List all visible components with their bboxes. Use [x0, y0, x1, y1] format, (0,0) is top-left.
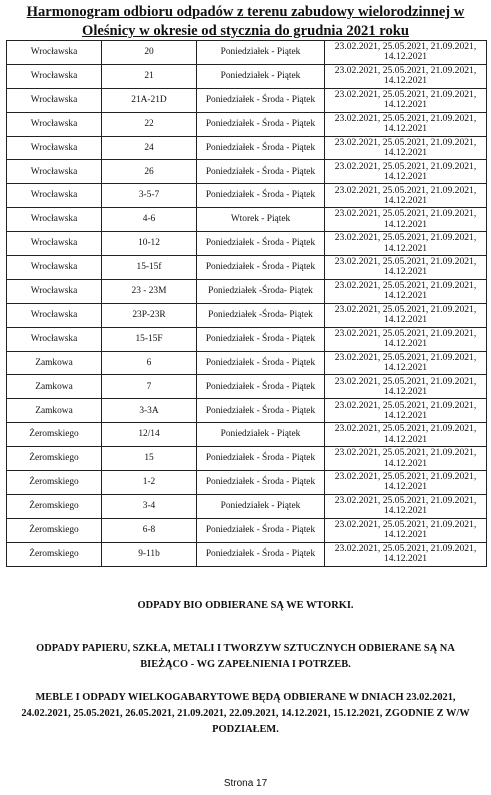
dates-line-2: 14.12.2021 [383, 170, 428, 182]
dates-line-2: 14.12.2021 [383, 290, 428, 302]
dates-line-2: 14.12.2021 [383, 75, 428, 87]
table-row [7, 327, 487, 351]
dates-line-2: 14.12.2021 [383, 385, 428, 397]
collection-days-cell: Poniedziałek - Środa - Piątek [197, 542, 325, 566]
dates-line-2: 14.12.2021 [383, 99, 428, 111]
building-number-cell: 21 [102, 64, 197, 88]
bulky-waste-note [10, 690, 481, 738]
building-number-cell: 3-3A [102, 399, 197, 423]
dates-line-1: 23.02.2021, 25.05.2021, 21.09.2021, [334, 327, 477, 339]
collection-days-cell: Poniedziałek - Piątek [197, 41, 325, 65]
street-cell: Wrocławska [7, 64, 102, 88]
dates-line-1: 23.02.2021, 25.05.2021, 21.09.2021, [334, 471, 477, 483]
collection-days-cell: Poniedziałek - Środa - Piątek [197, 88, 325, 112]
dates-line-1: 23.02.2021, 25.05.2021, 21.09.2021, [334, 375, 477, 387]
street-cell: Wrocławska [7, 184, 102, 208]
building-number-cell: 21A-21D [102, 88, 197, 112]
building-number-cell: 15-15f [102, 256, 197, 280]
dates-line-2: 14.12.2021 [383, 266, 428, 278]
street-cell: Zamkowa [7, 399, 102, 423]
street-cell: Żeromskiego [7, 494, 102, 518]
dates-line-1: 23.02.2021, 25.05.2021, 21.09.2021, [334, 399, 477, 411]
bulky-dates-cell [325, 41, 487, 65]
street-cell: Wrocławska [7, 41, 102, 65]
table-row [7, 471, 487, 495]
dates-line-2: 14.12.2021 [383, 51, 428, 63]
bulky-dates-cell [325, 184, 487, 208]
bulky-dates-cell [325, 303, 487, 327]
bulky-dates-cell [325, 256, 487, 280]
dates-line-2: 14.12.2021 [383, 123, 428, 135]
dates-line-2: 14.12.2021 [383, 147, 428, 158]
building-number-cell: 20 [102, 41, 197, 65]
building-number-cell: 6 [102, 351, 197, 375]
dates-line-1: 23.02.2021, 25.05.2021, 21.09.2021, [334, 256, 477, 268]
table-row [7, 160, 487, 184]
collection-days-cell: Poniedziałek - Środa - Piątek [197, 447, 325, 471]
collection-days-cell: Poniedziałek - Piątek [197, 494, 325, 518]
dates-line-1: 23.02.2021, 25.05.2021, 21.09.2021, [334, 423, 477, 435]
street-cell: Żeromskiego [7, 518, 102, 542]
street-cell: Wrocławska [7, 279, 102, 303]
table-row [7, 256, 487, 280]
bulky-dates-cell [325, 208, 487, 232]
table-row [7, 41, 487, 65]
dates-line-2: 14.12.2021 [383, 457, 428, 469]
building-number-cell: 23P-23R [102, 303, 197, 327]
dates-line-2: 14.12.2021 [383, 194, 428, 206]
dates-line-1: 23.02.2021, 25.05.2021, 21.09.2021, [334, 160, 477, 172]
page-number: Strona 17 [223, 778, 268, 789]
dates-line-2: 14.12.2021 [383, 242, 428, 254]
building-number-cell: 22 [102, 112, 197, 136]
street-cell: Żeromskiego [7, 542, 102, 566]
collection-days-cell: Poniedziałek - Środa - Piątek [197, 136, 325, 160]
table-row [7, 375, 487, 399]
bulky-dates-cell [325, 64, 487, 88]
collection-days-cell: Poniedziałek - Środa - Piątek [197, 112, 325, 136]
dates-line-1: 23.02.2021, 25.05.2021, 21.09.2021, [334, 208, 477, 220]
bulky-dates-cell [325, 327, 487, 351]
dates-line-1: 23.02.2021, 25.05.2021, 21.09.2021, [334, 136, 477, 148]
dates-line-1: 23.02.2021, 25.05.2021, 21.09.2021, [334, 304, 477, 316]
bulky-waste-note-line-3: PODZIAŁEM. [212, 724, 279, 735]
street-cell: Wrocławska [7, 160, 102, 184]
dates-line-1: 23.02.2021, 25.05.2021, 21.09.2021, [334, 447, 477, 459]
dates-line-2: 14.12.2021 [383, 338, 428, 350]
street-cell: Żeromskiego [7, 447, 102, 471]
bulky-dates-cell [325, 447, 487, 471]
bulky-dates-cell [325, 88, 487, 112]
dates-line-1: 23.02.2021, 25.05.2021, 21.09.2021, [334, 112, 477, 124]
collection-days-cell: Poniedziałek - Piątek [197, 423, 325, 447]
street-cell: Wrocławska [7, 88, 102, 112]
collection-days-cell: Poniedziałek - Piątek [197, 64, 325, 88]
table-row [7, 518, 487, 542]
dates-line-1: 23.02.2021, 25.05.2021, 21.09.2021, [334, 65, 477, 77]
dates-line-1: 23.02.2021, 25.05.2021, 21.09.2021, [334, 184, 477, 196]
page-title [6, 3, 485, 41]
table-row [7, 494, 487, 518]
collection-days-cell: Poniedziałek - Środa - Piątek [197, 471, 325, 495]
collection-days-cell: Poniedziałek - Środa - Piątek [197, 375, 325, 399]
bulky-dates-cell [325, 351, 487, 375]
building-number-cell: 24 [102, 136, 197, 160]
street-cell: Zamkowa [7, 375, 102, 399]
building-number-cell: 26 [102, 160, 197, 184]
building-number-cell: 4-6 [102, 208, 197, 232]
table-row [7, 112, 487, 136]
dates-line-2: 14.12.2021 [383, 481, 428, 493]
dates-line-1: 23.02.2021, 25.05.2021, 21.09.2021, [334, 280, 477, 292]
building-number-cell: 15 [102, 447, 197, 471]
street-cell: Wrocławska [7, 136, 102, 160]
bulky-dates-cell [325, 136, 487, 160]
dates-line-2: 14.12.2021 [383, 218, 428, 230]
dates-line-2: 14.12.2021 [383, 553, 428, 565]
collection-days-cell: Poniedziałek - Środa - Piątek [197, 256, 325, 280]
street-cell: Wrocławska [7, 303, 102, 327]
bulky-dates-cell [325, 494, 487, 518]
page-title-line-2: Oleśnicy w okresie od stycznia do grudnia 2021 roku [81, 23, 410, 39]
street-cell: Wrocławska [7, 112, 102, 136]
dates-line-2: 14.12.2021 [383, 529, 428, 541]
table-row [7, 423, 487, 447]
bulky-dates-cell [325, 375, 487, 399]
street-cell: Wrocławska [7, 256, 102, 280]
building-number-cell: 3-4 [102, 494, 197, 518]
bulky-dates-cell [325, 232, 487, 256]
dates-line-1: 23.02.2021, 25.05.2021, 21.09.2021, [334, 89, 477, 101]
dates-line-1: 23.02.2021, 25.05.2021, 21.09.2021, [334, 41, 477, 53]
collection-days-cell: Poniedziałek -Środa- Piątek [197, 279, 325, 303]
bulky-dates-cell [325, 542, 487, 566]
page-title-line-1: Harmonogram odbioru odpadów z terenu zabudowy wielorodzinnej w [26, 4, 465, 20]
building-number-cell: 3-5-7 [102, 184, 197, 208]
dates-line-2: 14.12.2021 [383, 409, 428, 421]
table-row [7, 542, 487, 566]
table-row [7, 208, 487, 232]
dates-line-1: 23.02.2021, 25.05.2021, 21.09.2021, [334, 495, 477, 507]
dates-line-2: 14.12.2021 [383, 433, 428, 445]
collection-schedule-table [6, 40, 487, 567]
table-row [7, 64, 487, 88]
dates-line-1: 23.02.2021, 25.05.2021, 21.09.2021, [334, 232, 477, 244]
dates-line-2: 14.12.2021 [383, 314, 428, 326]
bulky-dates-cell [325, 279, 487, 303]
street-cell: Żeromskiego [7, 423, 102, 447]
collection-days-cell: Poniedziałek - Środa - Piątek [197, 232, 325, 256]
table-row [7, 303, 487, 327]
dates-line-1: 23.02.2021, 25.05.2021, 21.09.2021, [334, 542, 477, 554]
bulky-waste-note-line-1: MEBLE I ODPADY WIELKOGABARYTOWE BĘDĄ ODBIERANE W DNIACH 23.02.2021, [35, 692, 456, 703]
dates-line-1: 23.02.2021, 25.05.2021, 21.09.2021, [334, 351, 477, 363]
collection-days-cell: Poniedziałek - Środa - Piątek [197, 184, 325, 208]
collection-days-cell: Poniedziałek - Środa - Piątek [197, 518, 325, 542]
building-number-cell: 7 [102, 375, 197, 399]
building-number-cell: 12/14 [102, 423, 197, 447]
bulky-dates-cell [325, 471, 487, 495]
dates-line-2: 14.12.2021 [383, 505, 428, 517]
bulky-dates-cell [325, 423, 487, 447]
table-row [7, 184, 487, 208]
table-row [7, 88, 487, 112]
recyclables-note-line-2: BIEŻĄCO - WG ZAPEŁNIENIA I POTRZEB. [140, 659, 351, 670]
dates-line-1: 23.02.2021, 25.05.2021, 21.09.2021, [334, 519, 477, 531]
building-number-cell: 10-12 [102, 232, 197, 256]
table-row [7, 279, 487, 303]
table-row [7, 136, 487, 160]
bulky-dates-cell [325, 518, 487, 542]
street-cell: Wrocławska [7, 208, 102, 232]
collection-days-cell: Poniedziałek - Środa - Piątek [197, 160, 325, 184]
table-row [7, 351, 487, 375]
recyclables-note-line-1: ODPADY PAPIERU, SZKŁA, METALI I TWORZYW SZTUCZNYCH ODBIERANE SĄ NA [36, 643, 455, 654]
collection-days-cell: Poniedziałek - Środa - Piątek [197, 399, 325, 423]
bulky-dates-cell [325, 160, 487, 184]
recyclables-note [20, 641, 471, 673]
schedule-table-body [7, 41, 487, 567]
bulky-dates-cell [325, 112, 487, 136]
building-number-cell: 6-8 [102, 518, 197, 542]
street-cell: Żeromskiego [7, 471, 102, 495]
street-cell: Zamkowa [7, 351, 102, 375]
building-number-cell: 1-2 [102, 471, 197, 495]
bulky-waste-note-line-2: 24.02.2021, 25.05.2021, 26.05.2021, 21.09.2021, 22.09.2021, 14.12.2021, 15.12.2021, ZGODNIE Z W/W [21, 708, 470, 719]
collection-days-cell: Poniedziałek - Środa - Piątek [197, 327, 325, 351]
bio-waste-note: ODPADY BIO ODBIERANE SĄ WE WTORKI. [137, 600, 354, 611]
table-row [7, 232, 487, 256]
collection-days-cell: Poniedziałek - Środa - Piątek [197, 351, 325, 375]
table-row [7, 399, 487, 423]
dates-line-2: 14.12.2021 [383, 362, 428, 374]
table-row [7, 447, 487, 471]
building-number-cell: 9-11b [102, 542, 197, 566]
collection-days-cell: Wtorek - Piątek [197, 208, 325, 232]
building-number-cell: 23 - 23M [102, 279, 197, 303]
building-number-cell: 15-15F [102, 327, 197, 351]
bulky-dates-cell [325, 399, 487, 423]
street-cell: Wrocławska [7, 327, 102, 351]
street-cell: Wrocławska [7, 232, 102, 256]
collection-days-cell: Poniedziałek -Środa- Piątek [197, 303, 325, 327]
